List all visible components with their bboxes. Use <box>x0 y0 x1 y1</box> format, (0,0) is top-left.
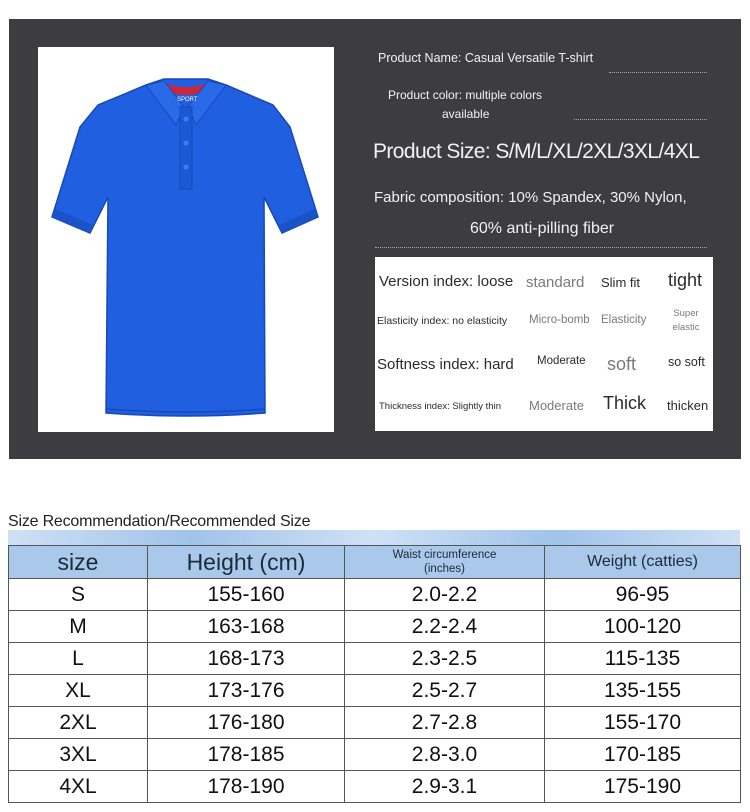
elasticity-option-elasticity: Elasticity <box>601 314 647 326</box>
cell-size: S <box>9 579 148 611</box>
cell-height: 178-185 <box>148 739 345 771</box>
softness-option-so-soft: so soft <box>668 355 705 369</box>
version-index-label: Version index: loose <box>379 273 514 290</box>
cell-waist: 2.5-2.7 <box>345 675 545 707</box>
shirt-neck-label: SPORT <box>177 97 198 103</box>
table-row <box>9 579 741 611</box>
fabric-index-chart <box>375 257 713 431</box>
cell-height: 168-173 <box>148 643 345 675</box>
cell-height: 173-176 <box>148 675 345 707</box>
thickness-index-label: Thickness index: Slightly thin <box>379 401 501 412</box>
cell-height: 176-180 <box>148 707 345 739</box>
cell-weight: 155-170 <box>545 707 741 739</box>
product-size: Product Size: S/M/L/XL/2XL/3XL/4XL <box>373 140 700 163</box>
cell-size: 3XL <box>9 739 148 771</box>
softness-index-label: Softness index: hard <box>377 356 514 373</box>
cell-size: M <box>9 611 148 643</box>
cell-height: 155-160 <box>148 579 345 611</box>
softness-option-moderate: Moderate <box>537 355 586 367</box>
elasticity-option-micro-bomb: Micro-bomb <box>529 314 590 326</box>
size-table <box>8 545 741 803</box>
cell-weight: 96-95 <box>545 579 741 611</box>
cell-weight: 135-155 <box>545 675 741 707</box>
table-row <box>9 611 741 643</box>
decorative-band <box>8 530 740 546</box>
table-row <box>9 739 741 771</box>
header-size: size <box>9 546 148 579</box>
version-option-standard: standard <box>526 274 585 291</box>
header-waist: Waist circumference (inches) <box>345 546 545 579</box>
product-info-panel <box>9 19 741 459</box>
header-height: Height (cm) <box>148 546 345 579</box>
fabric-line2: 60% anti-pilling fiber <box>470 220 615 237</box>
cell-weight: 115-135 <box>545 643 741 675</box>
cell-size: 4XL <box>9 771 148 803</box>
cell-waist: 2.9-3.1 <box>345 771 545 803</box>
elasticity-option-super-elastic: Super elastic <box>672 308 700 333</box>
dotted-divider <box>375 247 707 248</box>
cell-size: XL <box>9 675 148 707</box>
table-header-row <box>9 546 741 579</box>
product-name: Product Name: Casual Versatile T-shirt <box>378 51 594 65</box>
product-color-line1: Product color: multiple colors <box>388 88 543 102</box>
cell-weight: 175-190 <box>545 771 741 803</box>
softness-option-soft: soft <box>607 354 637 374</box>
product-photo <box>38 47 334 432</box>
fabric-line1: Fabric composition: 10% Spandex, 30% Nylon, <box>374 189 687 206</box>
cell-height: 163-168 <box>148 611 345 643</box>
cell-waist: 2.0-2.2 <box>345 579 545 611</box>
header-weight: Weight (catties) <box>545 546 741 579</box>
version-option-tight: tight <box>668 270 703 290</box>
table-row <box>9 675 741 707</box>
dotted-divider <box>574 119 707 120</box>
dotted-divider <box>609 72 707 73</box>
cell-waist: 2.8-3.0 <box>345 739 545 771</box>
cell-waist: 2.7-2.8 <box>345 707 545 739</box>
cell-weight: 170-185 <box>545 739 741 771</box>
size-table-title: Size Recommendation/Recommended Size <box>8 513 311 530</box>
cell-weight: 100-120 <box>545 611 741 643</box>
thickness-option-moderate: Moderate <box>529 398 584 413</box>
cell-size: 2XL <box>9 707 148 739</box>
thickness-option-thicken: thicken <box>667 398 709 413</box>
cell-height: 178-190 <box>148 771 345 803</box>
product-color-line2: available <box>442 107 490 121</box>
cell-waist: 2.3-2.5 <box>345 643 545 675</box>
cell-size: L <box>9 643 148 675</box>
thickness-option-thick: Thick <box>603 393 647 413</box>
table-row <box>9 643 741 675</box>
cell-waist: 2.2-2.4 <box>345 611 545 643</box>
polo-shirt-image <box>38 47 334 432</box>
table-row <box>9 707 741 739</box>
version-option-slim-fit: Slim fit <box>601 275 640 290</box>
table-row <box>9 771 741 803</box>
elasticity-index-label: Elasticity index: no elasticity <box>377 315 508 327</box>
